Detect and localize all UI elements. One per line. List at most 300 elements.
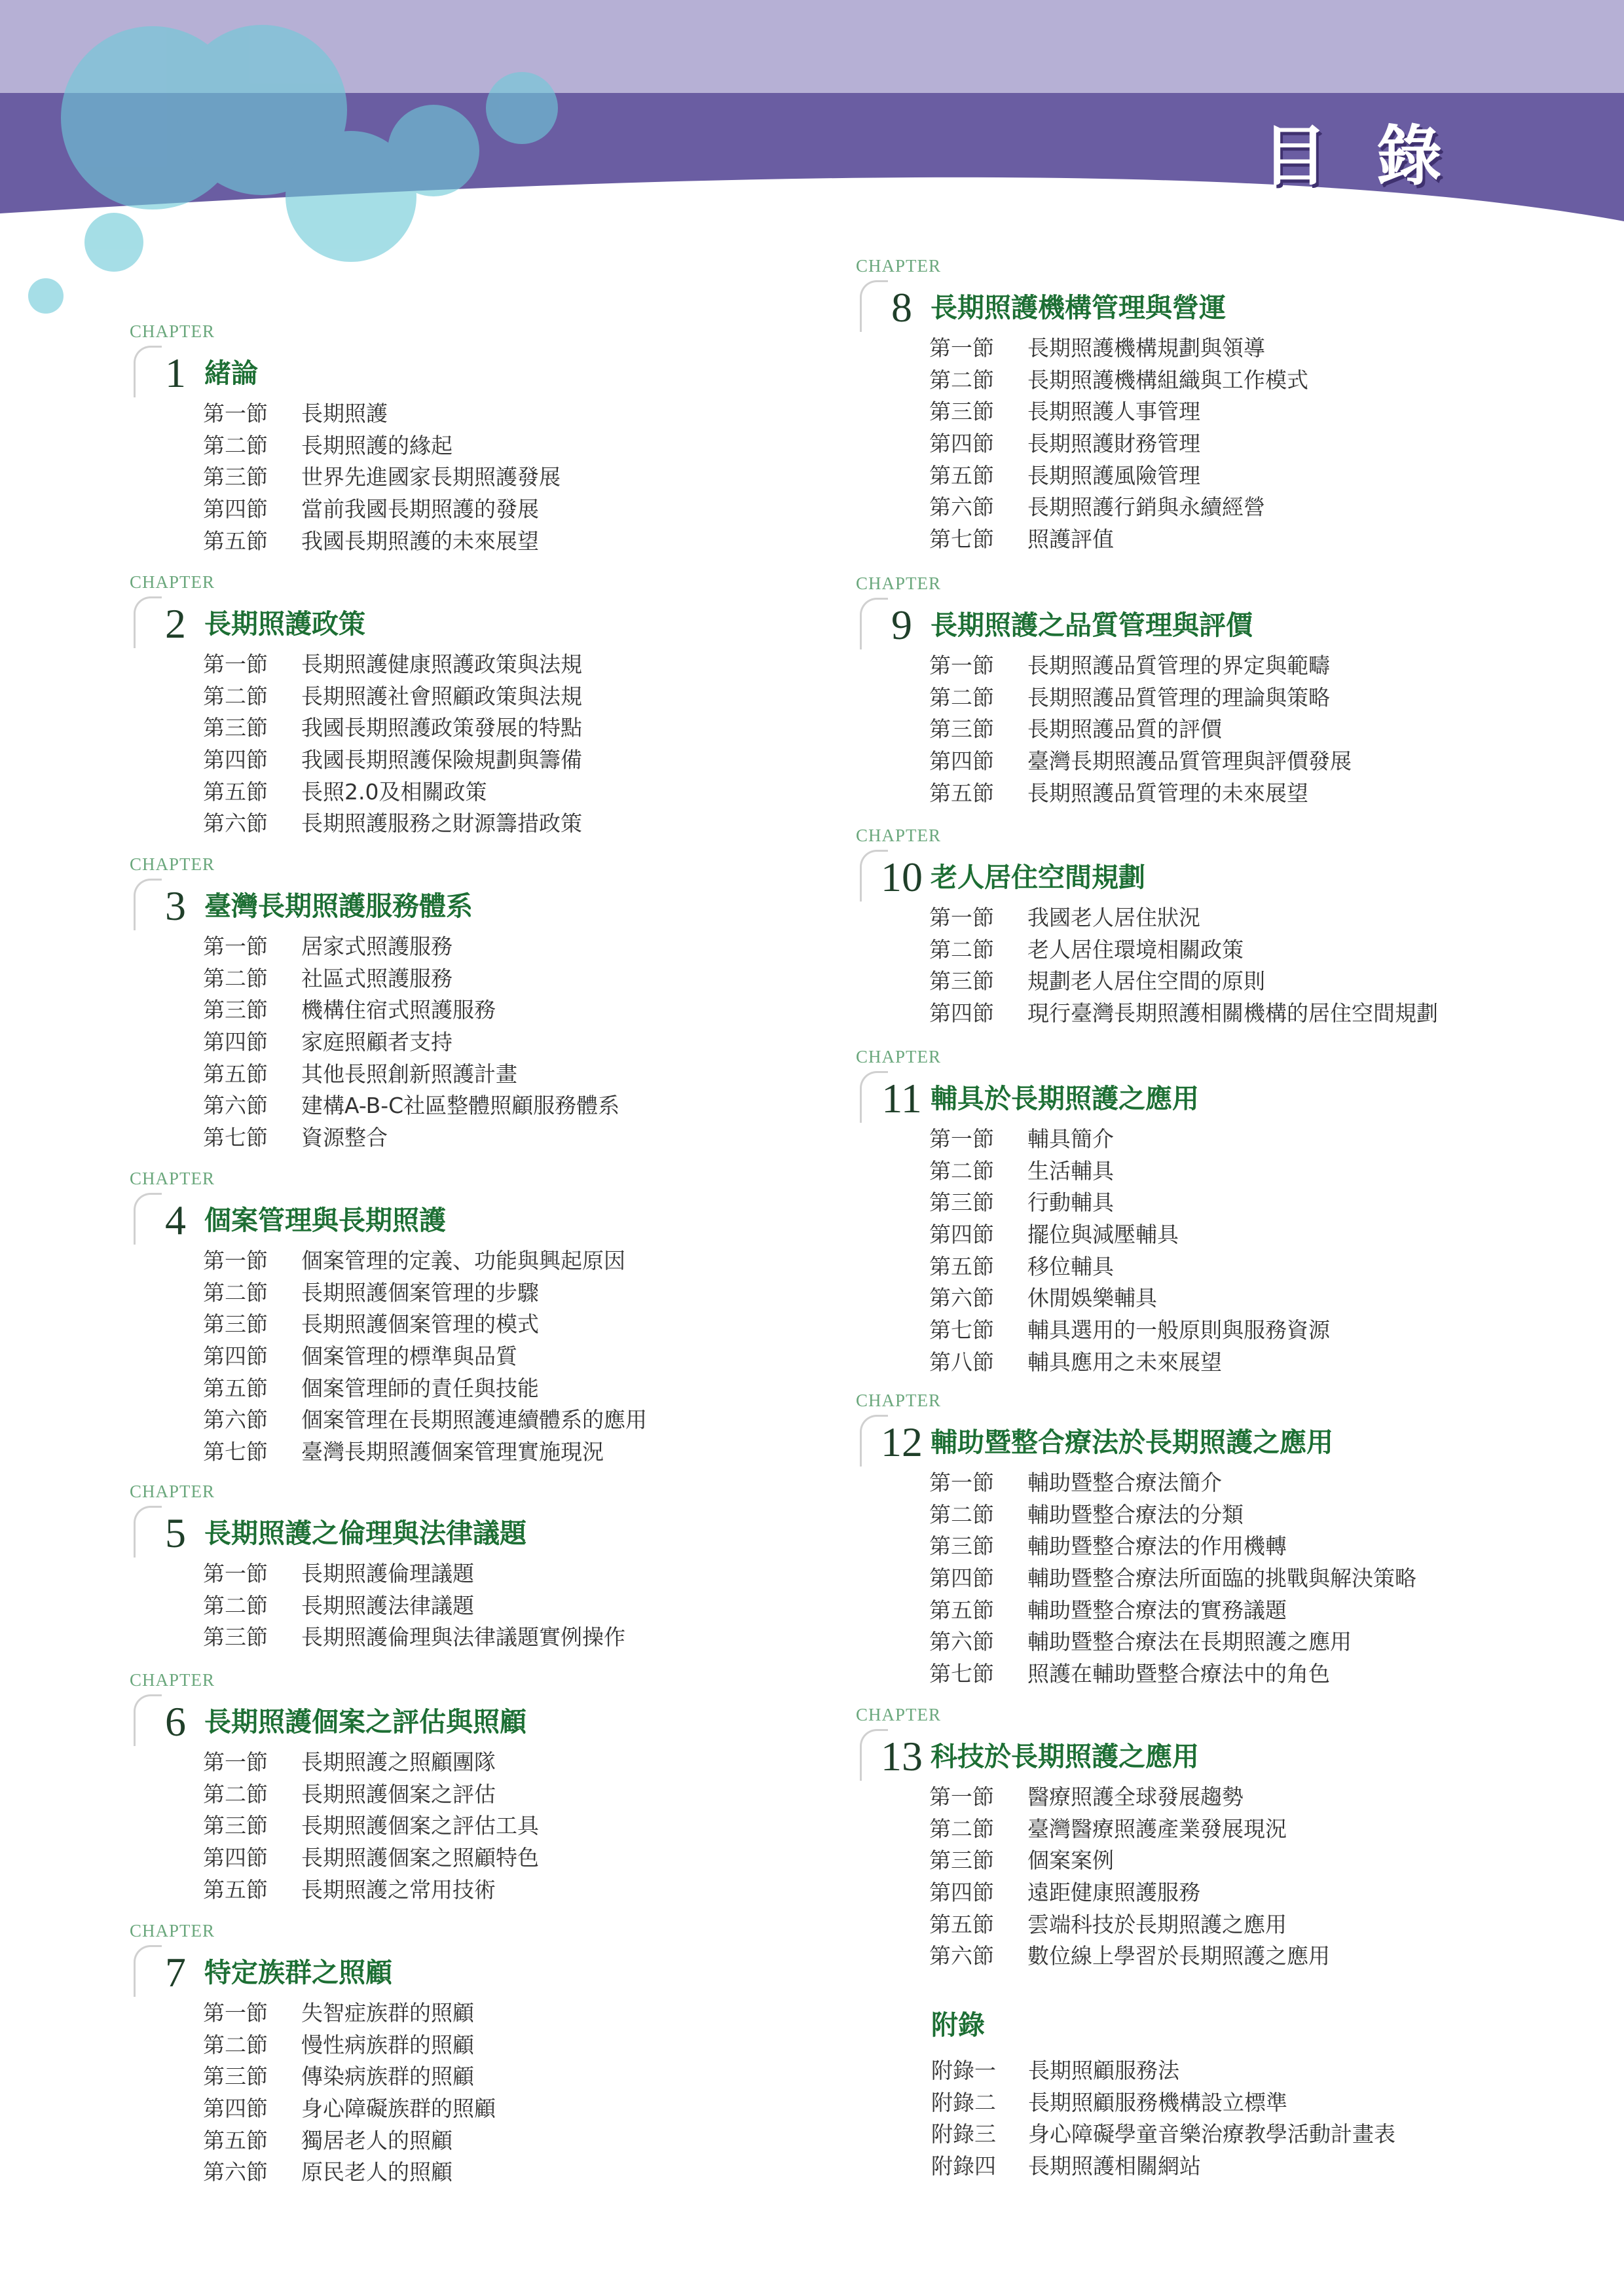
section-item[interactable] [929,1219,1511,1251]
section-number: 第三節 [929,1848,994,1874]
chapter-label: CHAPTER [130,1169,215,1188]
section-number: 第四節 [203,1343,268,1370]
section-number: 第二節 [203,683,268,709]
chapter-label: CHAPTER [130,321,215,341]
section-list [203,1747,784,1906]
chapter-heading [856,279,1511,330]
section-item[interactable] [929,1941,1511,1973]
section-number: 第二節 [929,684,994,710]
section-title: 輔具簡介 [1027,1126,1114,1152]
section-title: 長期照護人事管理 [1027,399,1200,425]
section-title: 原民老人的照顧 [301,2159,452,2185]
section-item[interactable] [203,1810,784,1842]
section-list [929,650,1511,809]
section-title: 遠距健康照護服務 [1027,1880,1200,1906]
section-item[interactable] [929,1156,1511,1188]
section-item[interactable] [929,1123,1511,1156]
section-title: 長期照護個案之照顧特色 [301,1845,539,1871]
chapter-number: 1 [165,350,186,396]
section-number: 第二節 [203,2032,268,2058]
appendix-item-title: 長期照顧服務機構設立標準 [1028,2089,1287,2115]
section-number: 第二節 [929,1501,994,1527]
section-title: 我國長期照護保險規劃與籌備 [301,747,582,773]
chapter-title[interactable]: 長期照護之倫理與法律議題 [204,1518,526,1549]
chapter-title[interactable]: 個案管理與長期照護 [204,1205,446,1236]
section-number: 第五節 [203,2127,268,2153]
section-item[interactable] [203,712,784,744]
section-title: 照護評值 [1027,526,1114,553]
chapter [130,569,784,840]
chapter-label: CHAPTER [856,574,942,593]
section-item[interactable] [929,524,1511,556]
section-title: 長期照護之常用技術 [301,1876,496,1903]
chapter [130,851,784,1154]
section-list [203,931,784,1154]
section-title: 機構住宿式照護服務 [301,997,496,1023]
section-title: 長期照護健康照護政策與法規 [301,651,582,677]
section-item[interactable] [203,1404,784,1436]
section-number: 第三節 [203,1624,268,1650]
section-item[interactable] [929,650,1511,682]
section-number: 第六節 [929,1285,994,1311]
chapter [130,1667,784,1906]
section-number: 第七節 [929,1317,994,1343]
section-number: 第二節 [203,1781,268,1807]
section-item[interactable] [203,1059,784,1091]
section-list [203,1558,784,1654]
appendix-item[interactable] [931,2119,1395,2151]
section-title: 我國長期照護的未來展望 [301,528,539,554]
section-title: 現行臺灣長期照護相關機構的居住空間規劃 [1027,1000,1438,1027]
section-item[interactable] [929,1531,1511,1563]
section-item[interactable] [203,649,784,681]
section-item[interactable] [929,902,1511,934]
section-item[interactable] [203,1341,784,1373]
section-item[interactable] [203,1558,784,1590]
section-item[interactable] [203,744,784,776]
section-number: 第一節 [203,651,268,677]
section-number: 第三節 [203,997,268,1023]
chapter-title[interactable]: 科技於長期照護之應用 [931,1741,1199,1772]
section-item[interactable] [929,998,1511,1030]
section-item[interactable] [929,1467,1511,1499]
section-number: 第一節 [929,905,994,930]
section-title: 長期照護機構規劃與領導 [1027,335,1265,361]
section-number: 第八節 [929,1349,994,1375]
section-title: 照護在輔助暨整合療法中的角色 [1027,1661,1330,1687]
section-number: 第三節 [929,716,994,742]
section-item[interactable] [929,778,1511,810]
chapter-title[interactable]: 輔助暨整合療法於長期照護之應用 [931,1427,1333,1458]
section-item[interactable] [203,1622,784,1654]
section-title: 我國老人居住狀況 [1027,905,1200,930]
section-item[interactable] [929,428,1511,460]
section-title: 長期照護品質的評價 [1027,716,1222,742]
section-number: 第四節 [203,2096,268,2122]
section-item[interactable] [929,966,1511,998]
section-item[interactable] [203,494,784,526]
section-title: 長期照護社會照顧政策與法規 [301,683,582,709]
section-title: 臺灣醫療照護產業發展現況 [1027,1815,1287,1842]
section-title: 輔助暨整合療法的實務議題 [1027,1597,1287,1623]
section-number: 第五節 [929,462,994,488]
section-item[interactable] [203,2093,784,2125]
section-list [929,1467,1511,1690]
chapter [130,1918,784,2189]
section-title: 擺位與減壓輔具 [1027,1222,1179,1248]
section-item[interactable] [929,1877,1511,1909]
section-number: 第四節 [203,496,268,522]
section-title: 規劃老人居住空間的原則 [1027,968,1265,994]
section-item[interactable] [203,1842,784,1874]
section-title: 個案管理師的責任與技能 [301,1375,539,1401]
section-title: 輔助暨整合療法簡介 [1027,1470,1222,1495]
section-item[interactable] [203,1779,784,1811]
section-item[interactable] [929,333,1511,365]
section-number: 第五節 [203,778,268,805]
section-number: 第一節 [929,335,994,361]
section-list [929,333,1511,556]
section-title: 輔助暨整合療法的分類 [1027,1501,1244,1527]
section-number: 第一節 [203,1561,268,1586]
section-item[interactable] [203,2030,784,2062]
page-title: 目 錄 [1262,118,1455,194]
chapter-number: 11 [881,1075,922,1121]
chapter [856,822,1511,1030]
chapter-heading [130,1944,784,1995]
section-title: 老人居住環境相關政策 [1027,936,1244,962]
section-number: 第三節 [929,968,994,994]
section-item[interactable] [203,776,784,809]
chapter-title[interactable]: 老人居住空間規劃 [931,862,1145,893]
section-item[interactable] [929,396,1511,428]
chapter-heading [130,1192,784,1243]
section-number: 第六節 [203,1407,268,1433]
chapter-label: CHAPTER [130,1482,215,1501]
section-number: 第五節 [203,528,268,554]
section-title: 長期照護行銷與永續經營 [1027,494,1265,520]
section-title: 臺灣長期照護品質管理與評價發展 [1027,748,1352,774]
section-title: 輔助暨整合療法的作用機轉 [1027,1533,1287,1559]
appendix-item-title: 長期照護相關網站 [1028,2153,1201,2179]
section-item[interactable] [203,1997,784,2030]
section-number: 第一節 [203,934,268,959]
section-list [203,398,784,557]
section-item[interactable] [203,931,784,963]
section-item[interactable] [929,934,1511,966]
section-title: 生活輔具 [1027,1157,1114,1184]
section-item[interactable] [929,1658,1511,1690]
section-number: 第三節 [203,1813,268,1839]
section-title: 長期照護 [301,401,388,426]
section-title: 居家式照護服務 [301,934,452,959]
chapter-heading [856,1070,1511,1121]
section-title: 長期照護機構組織與工作模式 [1027,367,1308,393]
section-title: 資源整合 [301,1125,388,1151]
section-number: 第三節 [929,1533,994,1559]
chapter-number: 6 [165,1698,186,1745]
section-list [203,1245,784,1468]
section-title: 長期照護服務之財源籌措政策 [301,811,582,837]
section-item[interactable] [203,462,784,494]
section-title: 輔助暨整合療法所面臨的挑戰與解決策略 [1027,1565,1416,1592]
section-item[interactable] [929,1251,1511,1283]
section-number: 第三節 [929,1190,994,1216]
section-number: 第三節 [929,399,994,425]
appendix-list [931,2055,1395,2183]
section-title: 雲端科技於長期照護之應用 [1027,1911,1287,1937]
section-item[interactable] [929,460,1511,492]
chapter [856,1387,1511,1690]
chapter-number: 7 [165,1949,186,1995]
section-title: 輔具選用的一般原則與服務資源 [1027,1317,1330,1343]
chapter [856,253,1511,556]
section-item[interactable] [929,365,1511,397]
section-item[interactable] [203,963,784,995]
chapter-title[interactable]: 特定族群之照顧 [204,1957,392,1988]
section-number: 第二節 [203,1592,268,1618]
appendix-item-title: 身心障礙學童音樂治療教學活動計畫表 [1028,2121,1395,2147]
section-title: 休閒娛樂輔具 [1027,1285,1157,1311]
chapter-number: 3 [165,883,186,929]
section-item[interactable] [929,682,1511,714]
section-item[interactable] [929,714,1511,746]
section-title: 醫療照護全球發展趨勢 [1027,1784,1244,1810]
section-item[interactable] [203,2061,784,2093]
chapter-title[interactable]: 長期照護之品質管理與評價 [931,610,1253,641]
section-title: 長期照護財務管理 [1027,431,1200,457]
chapter-label: CHAPTER [130,572,215,592]
section-number: 第六節 [929,1629,994,1655]
section-item[interactable] [203,1027,784,1059]
appendix-item[interactable] [931,2151,1395,2183]
chapter-heading [856,848,1511,900]
chapter-label: CHAPTER [856,826,942,845]
section-title: 世界先進國家長期照護發展 [301,464,561,490]
chapter-heading [130,344,784,395]
section-item[interactable] [203,1245,784,1277]
section-number: 第二節 [929,1815,994,1842]
chapter-title[interactable]: 長期照護政策 [204,608,365,640]
chapter-title[interactable]: 緒論 [204,357,258,389]
section-item[interactable] [203,1309,784,1341]
section-item[interactable] [203,1747,784,1779]
section-number: 第四節 [203,1029,268,1055]
section-title: 長期照護的緣起 [301,432,452,458]
section-title: 獨居老人的照顧 [301,2127,452,2153]
section-number: 第四節 [203,747,268,773]
section-item[interactable] [203,808,784,840]
chapter-heading [130,1693,784,1744]
section-title: 長照2.0及相關政策 [301,778,487,805]
section-title: 長期照護法律議題 [301,1592,474,1618]
section-number: 第四節 [929,1000,994,1027]
section-item[interactable] [203,1874,784,1906]
section-number: 第七節 [203,1439,268,1465]
chapter-label: CHAPTER [130,854,215,874]
section-title: 建構A-B-C社區整體照顧服務體系 [301,1093,620,1119]
section-number: 第二節 [203,432,268,458]
section-title: 長期照護個案之評估工具 [301,1813,539,1839]
section-number: 第五節 [203,1061,268,1087]
chapter [856,1702,1511,1973]
section-item[interactable] [203,1436,784,1468]
chapter-heading [856,596,1511,647]
section-number: 第五節 [929,780,994,806]
chapter-number: 5 [165,1510,186,1556]
section-number: 第五節 [203,1876,268,1903]
chapter-number: 4 [165,1197,186,1243]
section-number: 第七節 [929,1661,994,1687]
section-title: 臺灣長期照護個案管理實施現況 [301,1439,604,1465]
appendix-title[interactable]: 附錄 [931,2009,985,2041]
section-item[interactable] [203,2125,784,2157]
appendix-number: 附錄二 [931,2089,996,2115]
section-number: 第六節 [929,494,994,520]
section-list [203,649,784,840]
section-item[interactable] [203,681,784,713]
section-title: 長期照護品質管理的未來展望 [1027,780,1308,806]
section-item[interactable] [929,492,1511,524]
section-title: 家庭照顧者支持 [301,1029,452,1055]
chapter-title[interactable]: 長期照護機構管理與營運 [931,292,1226,323]
section-title: 我國長期照護政策發展的特點 [301,715,582,741]
chapter-title[interactable]: 輔具於長期照護之應用 [931,1083,1199,1114]
section-item[interactable] [203,398,784,430]
section-title: 行動輔具 [1027,1190,1114,1216]
section-number: 第四節 [929,748,994,774]
chapter-heading [130,595,784,646]
section-number: 第六節 [203,1093,268,1119]
section-item[interactable] [203,1122,784,1154]
section-number: 第六節 [203,811,268,837]
section-item[interactable] [203,1090,784,1122]
chapter-number: 8 [891,284,912,331]
section-title: 當前我國長期照護的發展 [301,496,539,522]
section-number: 第三節 [203,2064,268,2090]
section-item[interactable] [929,1845,1511,1877]
appendix-item-title: 長期照顧服務法 [1028,2058,1179,2083]
chapter-heading [130,877,784,928]
section-title: 個案案例 [1027,1848,1114,1874]
section-item[interactable] [203,526,784,558]
chapter-label: CHAPTER [130,1921,215,1941]
section-item[interactable] [203,1590,784,1622]
section-number: 第四節 [203,1845,268,1871]
section-item[interactable] [203,1373,784,1405]
chapter [130,318,784,557]
section-title: 長期照護倫理議題 [301,1561,474,1586]
section-title: 輔助暨整合療法在長期照護之應用 [1027,1629,1352,1655]
section-item[interactable] [929,1781,1511,1813]
chapter-heading [856,1413,1511,1465]
section-number: 第五節 [929,1597,994,1623]
section-item[interactable] [929,1595,1511,1627]
section-title: 長期照護風險管理 [1027,462,1200,488]
section-number: 第一節 [203,401,268,426]
section-number: 第五節 [203,1375,268,1401]
section-item[interactable] [929,1909,1511,1941]
chapter-number: 13 [881,1733,923,1779]
section-number: 第六節 [203,2159,268,2185]
section-title: 長期照護之照顧團隊 [301,1749,496,1775]
section-number: 第二節 [929,1157,994,1184]
section-item[interactable] [929,1347,1511,1379]
section-title: 長期照護倫理與法律議題實例操作 [301,1624,625,1650]
section-list [929,1123,1511,1379]
appendix-number: 附錄四 [931,2153,996,2179]
section-list [929,902,1511,1030]
section-item[interactable] [203,994,784,1027]
section-number: 第一節 [203,1749,268,1775]
chapter-title[interactable]: 臺灣長期照護服務體系 [204,890,473,922]
section-item[interactable] [203,430,784,462]
chapter-number: 12 [881,1419,923,1465]
section-number: 第三節 [203,464,268,490]
section-title: 長期照護個案管理的步驟 [301,1279,539,1305]
section-number: 第一節 [929,653,994,678]
section-number: 第七節 [203,1125,268,1151]
section-item[interactable] [929,1563,1511,1595]
section-number: 第二節 [203,1279,268,1305]
section-title: 社區式照護服務 [301,965,452,991]
section-title: 個案管理的標準與品質 [301,1343,517,1370]
section-number: 第一節 [203,1248,268,1273]
section-title: 慢性病族群的照顧 [301,2032,474,2058]
section-title: 輔具應用之未來展望 [1027,1349,1222,1375]
section-number: 第四節 [929,1880,994,1906]
section-number: 第一節 [929,1470,994,1495]
section-title: 失智症族群的照顧 [301,2000,474,2026]
appendix-item[interactable] [931,2087,1395,2119]
section-item[interactable] [929,1315,1511,1347]
chapter [130,1478,784,1654]
section-number: 第五節 [929,1911,994,1937]
section-item[interactable] [929,746,1511,778]
section-title: 長期照護品質管理的理論與策略 [1027,684,1330,710]
chapter-label: CHAPTER [856,256,942,276]
section-item[interactable] [929,1499,1511,1531]
chapter [130,1165,784,1468]
section-title: 長期照護品質管理的界定與範疇 [1027,653,1330,678]
appendix [931,2007,1395,2183]
section-item[interactable] [203,2157,784,2189]
section-item[interactable] [929,1283,1511,1315]
chapter-heading [130,1504,784,1556]
section-title: 長期照護個案之評估 [301,1781,496,1807]
section-number: 第六節 [929,1943,994,1969]
appendix-number: 附錄三 [931,2121,996,2147]
section-item[interactable] [929,1187,1511,1219]
chapter-label: CHAPTER [856,1391,942,1410]
chapter [856,570,1511,809]
section-list [929,1781,1511,1973]
chapter-title[interactable]: 長期照護個案之評估與照顧 [204,1706,526,1738]
section-title: 移位輔具 [1027,1253,1114,1279]
section-list [203,1997,784,2189]
section-number: 第二節 [929,936,994,962]
section-item[interactable] [929,1813,1511,1846]
section-number: 第一節 [929,1126,994,1152]
chapter-number: 2 [165,600,186,647]
section-number: 第四節 [929,1565,994,1592]
appendix-item[interactable] [931,2055,1395,2087]
section-number: 第三節 [203,715,268,741]
section-number: 第一節 [203,2000,268,2026]
section-title: 身心障礙族群的照顧 [301,2096,496,2122]
section-item[interactable] [203,1277,784,1309]
section-item[interactable] [929,1626,1511,1658]
